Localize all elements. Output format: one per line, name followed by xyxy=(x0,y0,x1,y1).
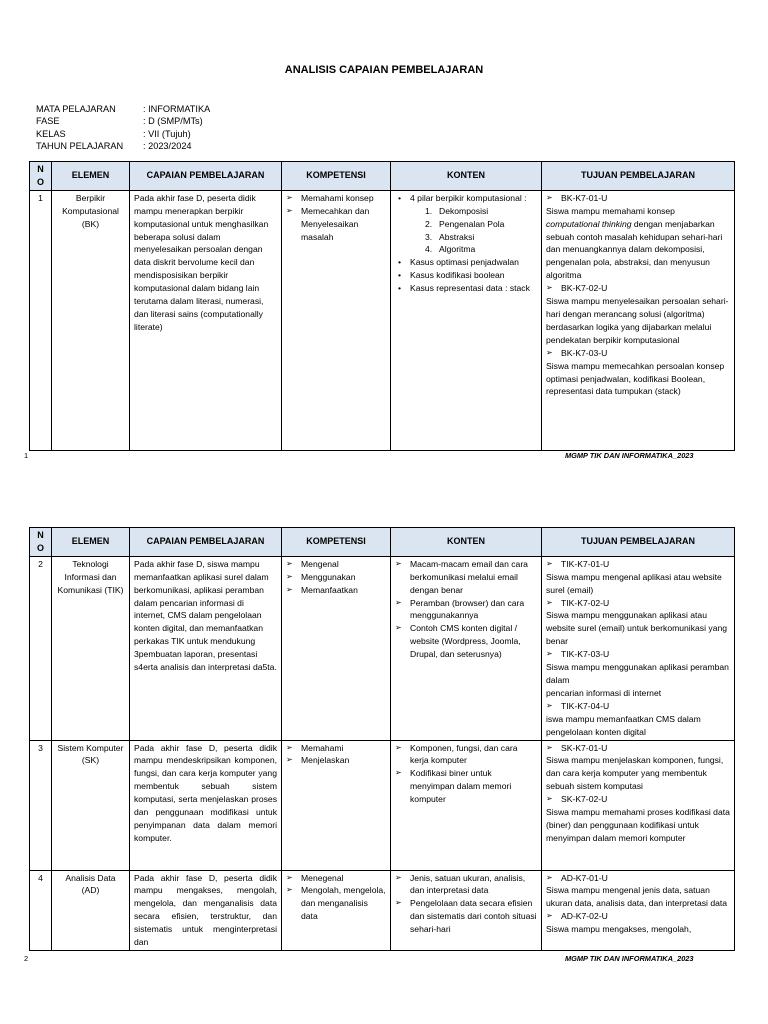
tp-description: Siswa mampu menyelesaikan persoalan sehari-hari dengan merancang solusi (algoritma) berdasarkan logika yang dijabarkan melalui pendekatan berpikir komputasional xyxy=(546,296,729,345)
footer-org: MGMP TIK DAN INFORMATIKA_2023 xyxy=(565,451,694,460)
tp-description: Siswa mampu memahami konsep computational thinking dengan menjabarkan sebuah contoh masalah kehidupan sehari-hari dan menuangkannya dalam dekomposisi, pengenalan pola, abstraksi, dan menyusun algoritma xyxy=(546,205,723,281)
header-no: N O xyxy=(30,528,52,557)
list-item: ➢ Kodifikasi biner untuk menyimpan dalam memori komputer xyxy=(395,767,537,806)
tp-code: ➢ BK-K7-02-U xyxy=(546,282,730,295)
tp-code: ➢ TIK-K7-02-U xyxy=(546,597,730,610)
list-item: 3. Abstraksi xyxy=(425,231,475,242)
cp-table-page-1 xyxy=(29,161,735,451)
list-item: ➢ Mengolah, mengelola, dan menganalisis data xyxy=(286,884,386,923)
list-item: 2. Pengenalan Pola xyxy=(425,218,505,229)
header-konten: KONTEN xyxy=(391,528,542,557)
list-item: ➢ Menggunakan xyxy=(286,571,386,584)
list-item-text: Algoritma xyxy=(439,244,476,255)
list-item: • Kasus optimasi penjadwalan xyxy=(395,256,537,269)
header-tujuan: TUJUAN PEMBELAJARAN xyxy=(542,162,735,191)
meta-label: KELAS xyxy=(36,128,66,139)
header-no: N O xyxy=(30,162,52,191)
row-no: 1 xyxy=(30,190,52,450)
tp-code: ➢ SK-K7-02-U xyxy=(546,793,730,806)
list-item: ➢ Komponen, fungsi, dan cara kerja komputer xyxy=(395,742,537,768)
meta-row xyxy=(36,128,210,140)
row-kompetensi xyxy=(282,740,391,870)
tp-code: ➢ AD-K7-02-U xyxy=(546,910,730,923)
row-capaian: Pada akhir fase D, peserta didik mampu menerapkan berpikir komputasional untuk menghasilkan beberapa solusi dalam menyelesaikan persoalan dengan data diskrit bervolume kecil dan mendisposisikan berpikir komputasional dalam bidang lain terutama dalam literasi, numerasi, dan literasi sains (computationally literate) xyxy=(130,190,282,450)
row-capaian: Pada akhir fase D, peserta didik mampu mendeskripsikan komponen, fungsi, dan cara kerja komputer yang membentuk sebuah sistem komputasi, serta menjelaskan proses dan penggunaan modifikasi untuk penyimpanan data dalam memori komputer. xyxy=(130,740,282,870)
row-elemen: Analisis Data (AD) xyxy=(52,870,130,950)
row-elemen: Sistem Komputer (SK) xyxy=(52,740,130,870)
row-tujuan xyxy=(542,740,735,870)
list-item: • Kasus representasi data : stack xyxy=(395,282,537,295)
meta-info xyxy=(36,103,210,152)
table-row xyxy=(30,190,735,450)
row-kompetensi xyxy=(282,556,391,740)
row-tujuan xyxy=(542,556,735,740)
row-konten xyxy=(391,556,542,740)
row-no: 4 xyxy=(30,870,52,950)
row-kompetensi xyxy=(282,190,391,450)
meta-value: : 2023/2024 xyxy=(143,140,192,151)
list-item: ➢ Memahami konsep xyxy=(286,192,386,205)
list-item: 4. Algoritma xyxy=(425,244,476,255)
tp-code: ➢ TIK-K7-03-U xyxy=(546,648,730,661)
header-capaian: CAPAIAN PEMBELAJARAN xyxy=(130,162,282,191)
meta-row xyxy=(36,115,210,127)
meta-label: FASE xyxy=(36,116,60,127)
tp-description: Siswa mampu menggunakan aplikasi peramban dalam pencarian informasi di internet xyxy=(546,662,729,698)
meta-row xyxy=(36,140,210,152)
row-no: 3 xyxy=(30,740,52,870)
header-kompetensi: KOMPETENSI xyxy=(282,528,391,557)
tp-description: Siswa mampu menjelaskan komponen, fungsi, dan cara kerja komputer yang membentuk sebuah sistem komputasi xyxy=(546,755,724,792)
list-item: ➢ Macam-macam email dan cara berkomunikasi melalui email dengan benar xyxy=(395,558,537,597)
list-item: 1. Dekomposisi xyxy=(425,205,489,216)
tp-description: Siswa mampu memahami proses kodifikasi data (biner) dan penggunaan kodifikasi untuk menyimpan dalam memori komputer xyxy=(546,807,730,843)
row-capaian: Pada akhir fase D, peserta didik mampu mengakses, mengolah, mengelola, dan menganalisis data secara efisien, terstruktur, dan sistematis untuk menginterpretasi dan xyxy=(130,870,282,950)
list-item: ➢ Pengelolaan data secara efisien dan sistematis dari contoh situasi sehari-hari xyxy=(395,897,537,936)
page-number: 1 xyxy=(24,451,29,460)
list-item: ➢ Memecahkan dan Menyelesaikan masalah xyxy=(286,205,386,244)
list-item: ➢ Menjelaskan xyxy=(286,754,386,767)
row-capaian: Pada akhir fase D, siswa mampu memanfaatkan aplikasi surel dalam berkomunikasi, aplikasi peramban dalam pencarian informasi di internet, CMS dalam pengelolaan konten digital, dan memanfaatkan perkakas TIK untuk mendukung 3pembuatan laporan, presentasi s4erta analisis dan interpretasi da5ta. xyxy=(130,556,282,740)
tp-description: Siswa mampu memecahkan persoalan konsep optimasi penjadwalan, kodifikasi Boolean, representasi data tumpukan (stack) xyxy=(546,360,725,397)
meta-value: : VII (Tujuh) xyxy=(143,128,191,139)
tp-code: ➢ SK-K7-01-U xyxy=(546,742,730,755)
row-tujuan xyxy=(542,870,735,950)
tp-description: Siswa mampu menggunakan aplikasi atau website surel (email) untuk berkomunikasi yang benar xyxy=(546,610,728,647)
header-kompetensi: KOMPETENSI xyxy=(282,162,391,191)
meta-row xyxy=(36,103,210,115)
row-elemen: Teknologi Informasi dan Komunikasi (TIK) xyxy=(52,556,130,740)
row-konten xyxy=(391,740,542,870)
list-item: ➢ Menegenal xyxy=(286,872,386,885)
document-title: ANALISIS CAPAIAN PEMBELAJARAN xyxy=(284,64,484,76)
cp-table-page-2 xyxy=(29,527,735,951)
page-number: 2 xyxy=(24,954,29,963)
row-tujuan xyxy=(542,190,735,450)
list-item: ➢ Peramban (browser) dan cara menggunakannya xyxy=(395,597,537,623)
tp-description: Siswa mampu mengakses, mengolah, xyxy=(546,924,692,935)
meta-value: : D (SMP/MTs) xyxy=(143,116,203,127)
table-row xyxy=(30,556,735,740)
list-item: ➢ Contoh CMS konten digital / website (Wordpress, Joomla, Drupal, dan seterusnya) xyxy=(395,622,537,661)
header-konten: KONTEN xyxy=(391,162,542,191)
row-kompetensi xyxy=(282,870,391,950)
row-konten xyxy=(391,190,542,450)
tp-code: ➢ BK-K7-03-U xyxy=(546,347,730,360)
list-item-text: Dekomposisi xyxy=(439,205,489,216)
tp-description: Siswa mampu mengenal aplikasi atau website surel (email) xyxy=(546,571,722,595)
header-elemen: ELEMEN xyxy=(52,528,130,557)
row-elemen: Berpikir Komputasional (BK) xyxy=(52,190,130,450)
list-item-text: Pengenalan Pola xyxy=(439,218,505,229)
row-no: 2 xyxy=(30,556,52,740)
list-item-text: Abstraksi xyxy=(439,231,475,242)
list-item: ➢ Mengenal xyxy=(286,558,386,571)
konten-intro: 4 pilar berpikir komputasional : xyxy=(410,192,527,203)
meta-label: MATA PELAJARAN xyxy=(36,104,116,114)
list-item: ➢ Jenis, satuan ukuran, analisis, dan interpretasi data xyxy=(395,872,537,898)
footer-org: MGMP TIK DAN INFORMATIKA_2023 xyxy=(565,954,694,963)
table-row xyxy=(30,870,735,950)
list-item: • Kasus kodifikasi boolean xyxy=(395,269,537,282)
row-konten xyxy=(391,870,542,950)
meta-value: : INFORMATIKA xyxy=(143,104,211,114)
list-item: ➢ Memanfaatkan xyxy=(286,584,386,597)
tp-code: ➢ TIK-K7-01-U xyxy=(546,558,730,571)
header-tujuan: TUJUAN PEMBELAJARAN xyxy=(542,528,735,557)
table-header-row xyxy=(30,162,735,191)
table-row xyxy=(30,740,735,870)
tp-description: Siswa mampu mengenal jenis data, satuan ukuran data, analisis data, dan interpretasi data xyxy=(546,885,728,909)
tp-code: ➢ AD-K7-01-U xyxy=(546,872,730,885)
table-header-row xyxy=(30,528,735,557)
header-elemen: ELEMEN xyxy=(52,162,130,191)
list-item xyxy=(395,192,537,257)
meta-label: TAHUN PELAJARAN xyxy=(36,140,124,151)
list-item: ➢ Memahami xyxy=(286,742,386,755)
tp-description: iswa mampu memanfaatkan CMS dalam pengelolaan konten digital xyxy=(546,713,701,737)
tp-code: ➢ TIK-K7-04-U xyxy=(546,700,730,713)
tp-code: ➢ BK-K7-01-U xyxy=(546,192,730,205)
header-capaian: CAPAIAN PEMBELAJARAN xyxy=(130,528,282,557)
